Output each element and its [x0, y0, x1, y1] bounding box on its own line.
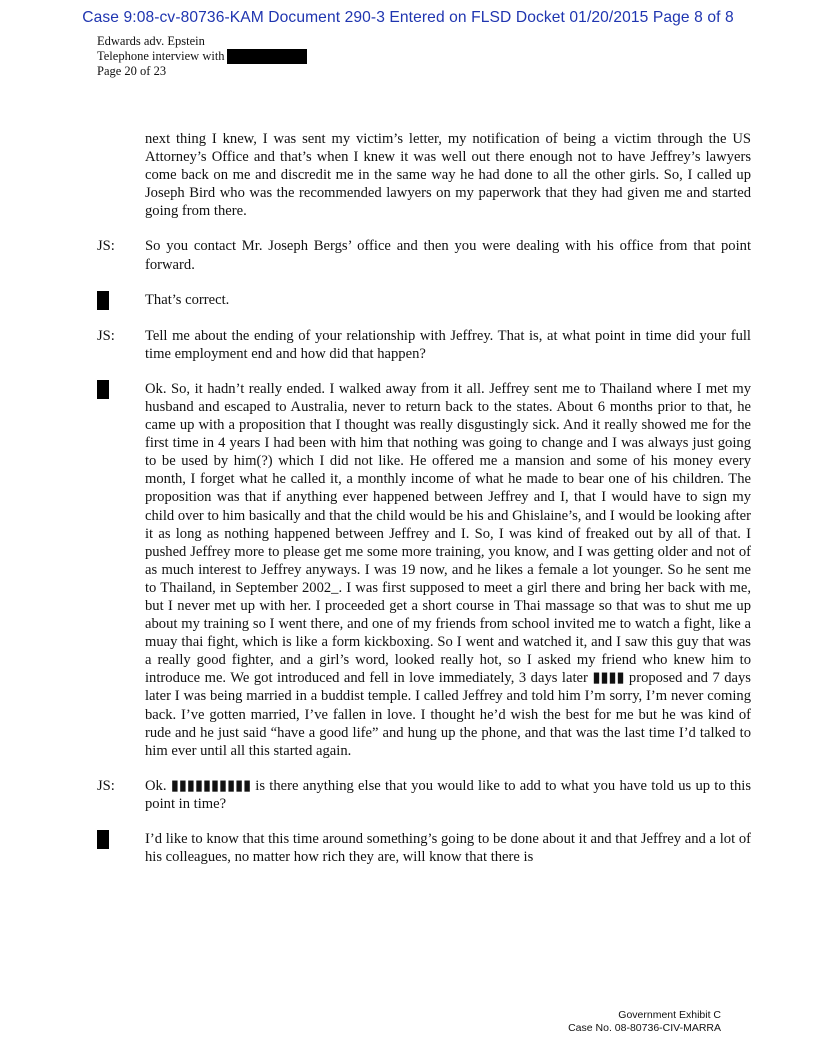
interview-title-line: [97, 49, 307, 64]
transcript-entry: [97, 830, 751, 866]
redaction-box: [227, 49, 307, 64]
exhibit-label: Government Exhibit C: [618, 1009, 721, 1021]
speaker-label-redacted: [97, 830, 145, 866]
transcript-entry: [97, 380, 751, 760]
redaction-box: [97, 830, 109, 849]
speaker-label: JS:: [97, 238, 115, 255]
entry-text: next thing I knew, I was sent my victim’s letter, my notification of being a victim through the US Attorney’s Office and that’s when I knew it was well out there enough not to have Jeffrey’s lawyers come back on me and discredit me in the same way he had done to all the other girls. So, I called up Joseph Bird who was the recommended lawyers on my paperwork that they had given me and started going from there.: [145, 131, 751, 220]
speaker-label: JS:: [97, 777, 115, 794]
interview-title: Telephone interview with: [97, 49, 225, 63]
case-number: Case No. 08-80736-CIV-MARRA: [568, 1022, 721, 1034]
entry-text: So you contact Mr. Joseph Bergs’ office and then you were dealing with his office from that point forward.: [145, 238, 751, 273]
redaction-box: [97, 380, 109, 399]
transcript-entry: [97, 777, 751, 813]
transcript-entry: [97, 130, 751, 220]
entry-text: That’s correct.: [145, 291, 230, 308]
transcript-body: [97, 130, 751, 883]
entry-text: Tell me about the ending of your relationship with Jeffrey. That is, at what point in time did your full time employment end and how did that happen?: [145, 327, 751, 362]
case-title: Edwards adv. Epstein: [97, 34, 205, 48]
entry-text: Ok. So, it hadn’t really ended. I walked away from it all. Jeffrey sent me to Thailand where I met my husband and escaped to Australia, never to return back to the states. About 6 months prior to that, he came up with a proposition that I thought was really disgustingly sick. And it really showed me for the first time in 4 years I had been with him that nothing was going to change and I was always just going to be used by him(?) which I did not like. He offered me a mansion and some of his money every month, I forget what he called it, a monthly income of what he made to bear one of his children. The proposition was that if anything ever happened between Jeffrey and I, that I would have to sign my child over to him basically and that the child would be his and Ghislaine’s, and I would be looking after it as long as nothing happened between Jeffrey and I. So, I was kind of freaked out by all of that. I pushed Jeffrey more to please get me some more training, you know, and I was getting older and not of as much interest to Jeffrey anyways. I was 19 now, and he likes a female a lot younger. So he sent me to Thailand, in September 2002_. I was first supposed to meet a girl there and bring her back with me, but I never met up with her. I proceeded get a short course in Thai massage so that was to shut me up about my training so I went there, and one of my friends from school invited me to watch a fight, like a muay thai fight, which is like a form kickboxing. So I went and watched it, and I saw this guy that was a really good fighter, and a girl’s word, looked really hot, so I asked my friend who knew him to introduce me. We got introduced and fell in love immediately, 3 days later ▮▮▮▮ proposed and 7 days later I was being married in a buddist temple. I called Jeffrey and told him I’m sorry, I’m never coming back. I’ve gotten married, I’ve fallen in love. I thought he’d wish the best for me but he was kind of rude and he just said “have a good life” and hung up the phone, and that was the last time I’d talked to him ever until all this started again.: [145, 380, 751, 759]
transcript-entry: [97, 237, 751, 273]
transcript-entry: [97, 291, 751, 310]
docket-header: Case 9:08-cv-80736-KAM Document 290-3 Entered on FLSD Docket 01/20/2015 Page 8 of 8: [82, 9, 734, 26]
entry-text: Ok. ▮▮▮▮▮▮▮▮▮▮ is there anything else that you would like to add to what you have told us up to this point in time?: [145, 777, 751, 812]
exhibit-footer: [568, 1009, 721, 1035]
entry-text: I’d like to know that this time around something’s going to be done about it and that Jeffrey and a lot of his colleagues, no matter how rich they are, will know that there is: [145, 831, 751, 866]
document-header: [97, 34, 307, 79]
transcript-entry: [97, 327, 751, 363]
speaker-label: JS:: [97, 327, 115, 344]
redaction-box: [97, 291, 109, 310]
speaker-label: [97, 130, 145, 220]
speaker-label-redacted: [97, 380, 145, 760]
speaker-label-redacted: [97, 291, 145, 310]
page-number: Page 20 of 23: [97, 64, 167, 78]
